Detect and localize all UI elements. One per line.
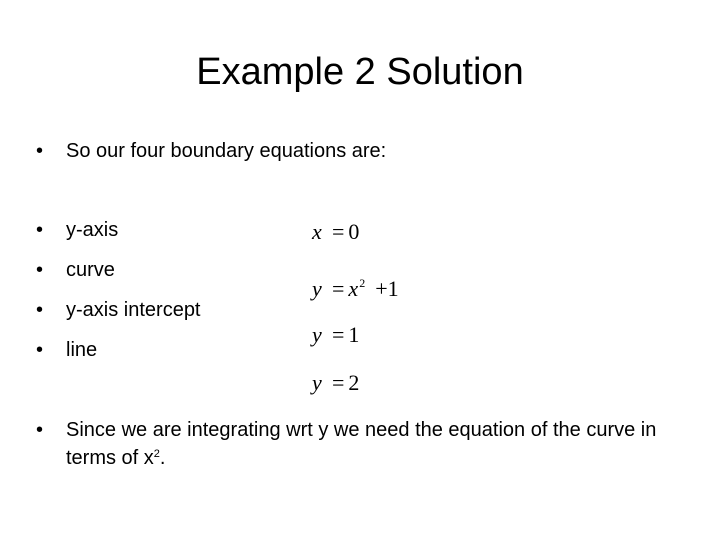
equation-rhs: 2 [348,370,360,395]
equation-lhs: y [312,370,322,395]
bullet-label: line [66,339,98,361]
bullet-intro-text: So our four boundary equations are: [66,140,387,162]
conclusion-superscript: 2 [153,448,160,460]
equation-rhs: 1 [348,322,360,347]
bullet-label: curve [66,259,115,281]
slide-title: Example 2 Solution [196,51,524,93]
equation-rhs-plus: +1 [375,276,399,301]
conclusion-text: Since we are integrating wrt y we need the equation of the curve in terms of x [66,419,657,469]
equation-lhs: y [312,322,322,347]
equation-op: = [332,276,345,301]
equation-lhs: x [312,219,322,244]
equation-rhs-var: x [348,276,359,301]
equation-lhs: y [312,276,322,301]
equation-curve [312,276,399,302]
bullet-dot-icon: • [36,259,44,281]
conclusion-end: . [159,447,166,469]
equation-intercept [312,322,359,348]
equation-rhs-exponent: 2 [359,276,366,290]
bullet-dot-icon: • [36,339,44,361]
bullet-label: y-axis intercept [66,299,201,321]
bullet-dot-icon: • [36,299,44,321]
equation-rhs: 0 [348,219,360,244]
bullet-conclusion [36,416,696,472]
bullet-dot-icon: • [36,140,44,162]
bullet-conclusion-text [66,416,696,472]
equation-line [312,370,359,396]
equation-op: = [332,370,345,395]
equation-op: = [332,219,345,244]
equation-y-axis [312,219,359,245]
bullet-dot-icon: • [36,219,44,241]
equation-op: = [332,322,345,347]
bullet-label: y-axis [66,219,119,241]
bullet-dot-icon: • [36,419,44,441]
